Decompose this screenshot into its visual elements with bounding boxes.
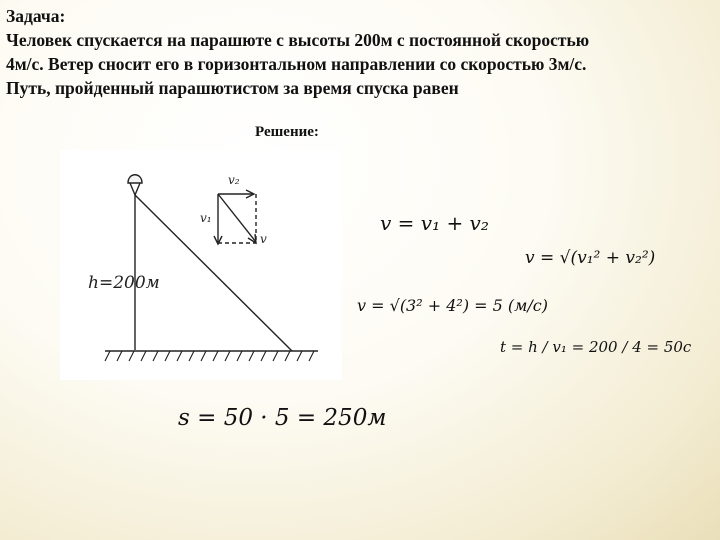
formula-numeric: v = √(3² + 4²) = 5 (м/с) xyxy=(357,296,549,315)
v-vector xyxy=(218,194,256,242)
problem-line-1: Человек спускается на парашюте с высоты 200м с постоянной скоростью xyxy=(6,30,590,50)
v1-label: v₁ xyxy=(200,211,212,225)
height-label: h=200м xyxy=(88,273,160,293)
ground-hatching xyxy=(105,351,314,361)
formula-result: s = 50 · 5 = 250м xyxy=(178,405,387,431)
formula-vector-sum: v = v₁ + v₂ xyxy=(380,211,489,235)
formula-time: t = h / v₁ = 200 / 4 = 50с xyxy=(500,338,692,356)
solution-label: Решение: xyxy=(255,124,319,140)
problem-line-3: Путь, пройденный парашютистом за время спуска равен xyxy=(6,78,459,98)
parachute-icon xyxy=(128,175,142,183)
parachute-sketch xyxy=(60,150,342,380)
sketch-drawing xyxy=(60,150,342,380)
formula-magnitude: v = √(v₁² + v₂²) xyxy=(525,248,656,268)
v-label: v xyxy=(260,232,267,246)
problem-line-2: 4м/с. Ветер сносит его в горизонтальном направлении со скоростью 3м/с. xyxy=(6,54,587,74)
v2-label: v₂ xyxy=(228,173,240,187)
problem-heading: Задача: xyxy=(6,6,66,26)
problem-statement xyxy=(6,4,714,100)
vector-diagram xyxy=(214,190,256,244)
